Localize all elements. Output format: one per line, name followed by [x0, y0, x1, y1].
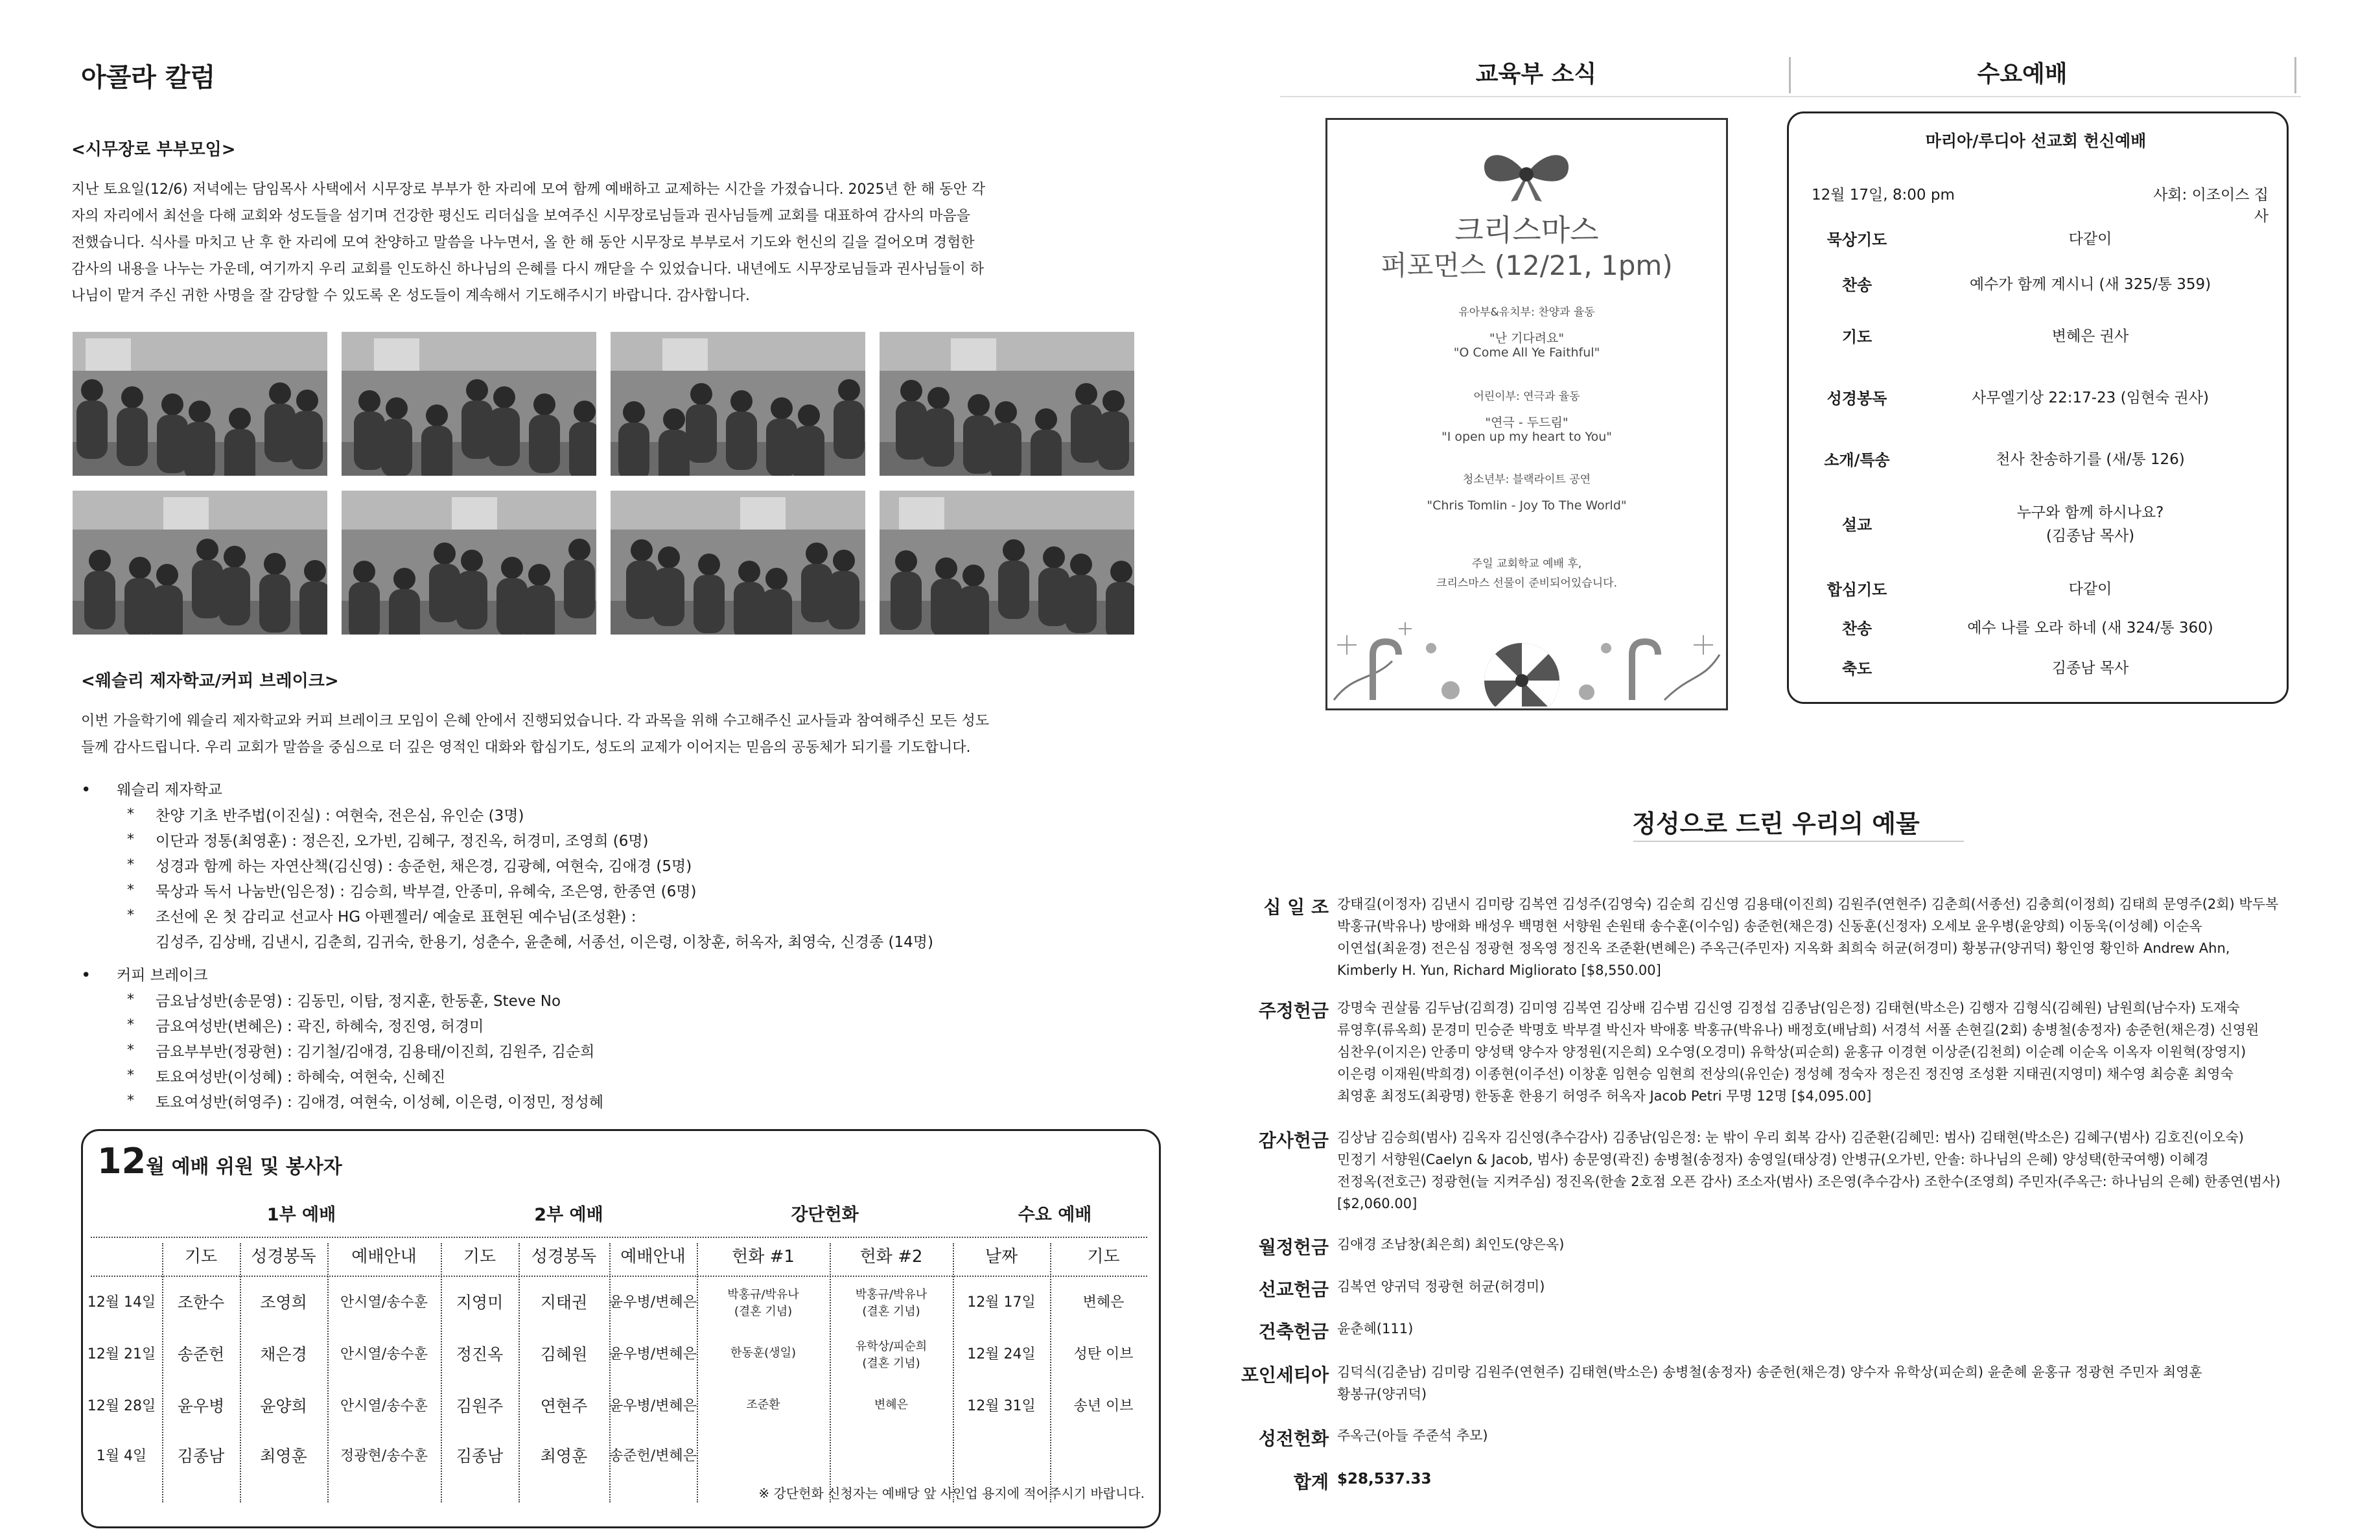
schedule-column-header: 기도	[463, 1247, 496, 1266]
poster-section2-item2: "I open up my heart to You"	[1441, 430, 1613, 444]
section1-line: 감사의 내용을 나누는 가운데, 여기까지 우리 교회를 인도하신 하나님의 은혜를 다시 깨닫을 수 있었습니다. 내년에도 시무장로님들과 권사님들이 하	[71, 261, 984, 277]
schedule-cell: (결혼 기념)	[862, 1305, 920, 1318]
schedule-cell: 1월 4일	[96, 1448, 147, 1464]
schedule-column-header: 기도	[184, 1247, 218, 1266]
poster-section1-song2: "O Come All Ye Faithful"	[1453, 345, 1600, 360]
schedule-cell: 채은경	[260, 1345, 307, 1364]
list-item: 토요여성반(허영주) : 김애경, 여현숙, 이성혜, 이은령, 이정민, 정성혜	[156, 1094, 604, 1111]
star-bullet-icon: *	[127, 1068, 134, 1084]
section1-heading: <시무장로 부부모임>	[71, 140, 236, 159]
sunday-offering-line: 최영훈 최정도(최광명) 한동훈 한용기 허영주 허옥자 Jacob Petri 무명 12명 [$4,095.00]	[1337, 1088, 1872, 1104]
schedule-cell: 윤우병/변혜은	[609, 1398, 697, 1414]
program-value: 다같이	[2068, 581, 2112, 598]
poster-title-line2: 퍼포먼스 (12/21, 1pm)	[1381, 250, 1673, 281]
schedule-column-divider	[1050, 1243, 1051, 1502]
section2-heading: <웨슬리 제자학교/커피 브레이크>	[81, 671, 339, 691]
schedule-group-header: 2부 예배	[534, 1205, 603, 1225]
mission-offering-list: 김복연 양귀덕 정광현 허균(허경미)	[1337, 1279, 1545, 1294]
column-title: 아콜라 칼럼	[81, 63, 216, 93]
poster-note1: 주일 교회학교 예배 후,	[1471, 557, 1582, 570]
program-value: 예수가 함께 계시니 (새 325/통 359)	[1969, 276, 2211, 293]
star-bullet-icon: *	[127, 907, 134, 924]
schedule-group-header: 1부 예배	[266, 1205, 336, 1225]
list-item: 조선에 온 첫 감리교 선교사 HG 아펜젤러/ 예술로 표현된 예수님(조성환) :	[156, 909, 636, 926]
offering-heading: 정성으로 드린 우리의 예물	[1632, 810, 1920, 838]
schedule-cell: 안시열/송수훈	[340, 1398, 428, 1414]
bow-icon	[1480, 146, 1574, 203]
schedule-divider	[91, 1276, 1147, 1277]
program-label: 찬송	[1841, 276, 1872, 294]
schedule-cell: 윤우병/변혜은	[609, 1346, 697, 1362]
schedule-cell: 김종남	[456, 1447, 504, 1465]
schedule-column-header: 예배안내	[620, 1247, 686, 1266]
total-label: 합계	[1293, 1471, 1329, 1493]
tithe-label: 십 일 조	[1263, 896, 1329, 918]
star-bullet-icon: *	[127, 1042, 134, 1058]
poinsettia-offering-label: 포인세티아	[1241, 1364, 1329, 1386]
section1-line: 나님이 맡겨 주신 귀한 사명을 잘 감당할 수 있도록 온 성도들이 계속해서 기도해주시기 바랍니다. 감사합니다.	[71, 288, 750, 304]
list-item: 묵상과 독서 나눔반(임은정) : 김승희, 박부결, 안종미, 유혜숙, 조은영, 한종연 (6명)	[156, 883, 697, 900]
section2-line: 들께 감사드립니다. 우리 교회가 말씀을 중심으로 더 깊은 영적인 대화와 합심기도, 성도의 교제가 이어지는 믿음의 공동체가 되기를 기도합니다.	[81, 740, 971, 756]
wednesday-date: 12월 17일, 8:00 pm	[1812, 187, 1955, 204]
schedule-cell: 김혜원	[540, 1345, 588, 1364]
schedule-cell: 변혜은	[874, 1398, 909, 1412]
bullet-icon: •	[81, 966, 91, 985]
schedule-cell: 조영희	[260, 1293, 307, 1312]
schedule-cell: 김종남	[177, 1447, 225, 1465]
thanks-offering-line: 전정옥(전호근) 정광현(늘 지켜주심) 정진옥(한솔 2호점 오픈 감사) 조소자(범사) 조은영(추수감사) 조한수(조영희) 주민자(주옥근: 하나님의 은혜) 한종연(범사)	[1337, 1174, 2281, 1189]
schedule-cell: 정광현/송수훈	[340, 1448, 428, 1464]
schedule-cell: 조한수	[177, 1293, 225, 1312]
program-label: 설교	[1841, 516, 1872, 534]
gathering-photo	[342, 332, 596, 476]
mission-offering-label: 선교헌금	[1258, 1279, 1329, 1300]
section1-line: 자의 자리에서 최선을 다해 교회와 성도들을 섬기며 건강한 평신도 리더십을 보여주신 시무장로님들과 권사님들께 교회를 대표하여 감사의 마음을	[71, 208, 971, 224]
schedule-cell: 박홍규/박유나	[727, 1288, 799, 1301]
schedule-cell: 윤우병	[177, 1397, 225, 1416]
schedule-column-header: 성경봉독	[531, 1247, 597, 1266]
program-value: 다같이	[2068, 231, 2112, 248]
schedule-cell: 정진옥	[456, 1345, 504, 1364]
program-label: 찬송	[1841, 620, 1872, 638]
section1-line: 지난 토요일(12/6) 저녁에는 담임목사 사택에서 시무장로 부부가 한 자리에 모여 함께 예배하고 교제하는 시간을 가졌습니다. 2025년 한 해 동안 각	[71, 181, 986, 198]
tab-education: 교육부 소식	[1475, 61, 1597, 88]
poster-section3-item: "Chris Tomlin - Joy To The World"	[1427, 498, 1627, 513]
thanks-offering-line: 민정기 서향원(Caelyn & Jacob, 범사) 송문영(곽진) 송병철(송정자) 송영일(태상경) 안병규(오가빈, 안솔: 하나님의 은혜) 양성택(한국여행) 이혜경	[1337, 1152, 2209, 1167]
program-label: 묵상기도	[1826, 231, 1887, 249]
gathering-photo	[73, 491, 327, 635]
gathering-photo	[611, 332, 865, 476]
offering-underline	[1633, 841, 1964, 842]
schedule-cell: 12월 28일	[87, 1398, 156, 1414]
sunday-offering-line: 강명숙 권살룸 김두남(김희경) 김미영 김복연 김상배 김수범 김신영 김정섭 김종남(임은정) 김태현(박소은) 김행자 김형식(김혜원) 남원희(남수자) 도재숙	[1337, 1000, 2240, 1016]
building-offering-list: 윤춘혜(111)	[1337, 1321, 1414, 1336]
list-item: 토요여성반(이성혜) : 하혜숙, 여현숙, 신혜진	[156, 1069, 446, 1086]
schedule-cell: 12월 17일	[967, 1294, 1036, 1311]
tab-wednesday: 수요예배	[1977, 61, 2068, 88]
schedule-cell: 송준헌/변혜은	[609, 1448, 697, 1464]
program-value: 천사 찬송하기를 (새/통 126)	[1996, 451, 2185, 468]
section1-line: 전했습니다. 식사를 마치고 난 후 한 자리에 모여 찬양하고 말씀을 나누면서, 올 한 해 동안 시무장로 부부로서 기도와 헌신의 길을 걸어오며 경험한	[71, 235, 975, 251]
christmas-poster	[1325, 118, 1728, 710]
thanks-offering-label: 감사헌금	[1258, 1130, 1329, 1151]
total-amount: $28,537.33	[1337, 1471, 1432, 1488]
gathering-photo	[342, 491, 596, 635]
program-value-detail: (김종남 목사)	[2046, 528, 2135, 544]
schedule-cell: 유학상/피순희	[855, 1340, 928, 1353]
program-value: 김종남 목사	[2051, 660, 2129, 677]
schedule-cell: 연현주	[540, 1397, 588, 1416]
schedule-cell: 송준헌	[177, 1345, 225, 1364]
tab-divider	[1789, 57, 1791, 93]
building-offering-label: 건축헌금	[1258, 1321, 1329, 1342]
schedule-cell: 지태권	[540, 1293, 588, 1312]
wednesday-presider: 사회: 이조이스 집사	[2153, 187, 2269, 225]
list-item: 성경과 함께 하는 자연산책(김신영) : 송준헌, 채은경, 김광혜, 여현숙, 김애경 (5명)	[156, 858, 692, 875]
schedule-column-divider	[697, 1243, 698, 1502]
schedule-group-header: 강단헌화	[791, 1205, 859, 1225]
bullet-icon: •	[81, 780, 91, 800]
schedule-title-text: 월 예배 위원 및 봉사자	[146, 1156, 342, 1178]
schedule-cell: 성탄 이브	[1073, 1346, 1134, 1362]
schedule-cell: (결혼 기념)	[734, 1305, 793, 1318]
list-item: 금요여성반(변혜은) : 곽진, 하혜숙, 정진영, 허경미	[156, 1018, 484, 1035]
poster-section2: 어린이부: 연극과 율동	[1473, 390, 1580, 403]
program-label: 기도	[1841, 328, 1872, 346]
schedule-cell: 한동훈(생일)	[730, 1346, 796, 1360]
list-item: 김성주, 김상배, 김낸시, 김춘희, 김귀숙, 한용기, 성춘수, 윤춘혜, 서종선, 이은령, 이창훈, 허옥자, 최영숙, 신경종 (14명)	[156, 934, 933, 951]
star-bullet-icon: *	[127, 1093, 134, 1109]
wednesday-title: 마리아/루디아 선교회 헌신예배	[1925, 132, 2147, 150]
program-label: 합심기도	[1826, 581, 1887, 599]
schedule-cell: 최영훈	[540, 1447, 588, 1465]
section2-body	[81, 708, 1170, 761]
thanks-offering-list	[1337, 1126, 2309, 1215]
tab-underline	[1280, 96, 2301, 97]
star-bullet-icon: *	[127, 992, 134, 1008]
program-label: 성경봉독	[1826, 390, 1887, 408]
poster-section2-item1: "연극 - 두드림"	[1485, 415, 1569, 430]
schedule-column-divider	[953, 1243, 954, 1502]
schedule-cell: (결혼 기념)	[862, 1357, 920, 1370]
list-item: 찬양 기초 반주법(이진실) : 여현숙, 전은심, 유인순 (3명)	[156, 808, 524, 824]
star-bullet-icon: *	[127, 806, 134, 822]
tithe-line: 강태길(이정자) 김낸시 김미랑 김복연 김성주(김영숙) 김순희 김신영 김용태(이진희) 김원주(연현주) 김춘희(서종선) 김충희(이정희) 김태희 문영주(2회) 박두복	[1337, 896, 2279, 912]
tithe-line: Kimberly H. Yun, Richard Migliorato [$8,550.00]	[1337, 962, 1661, 978]
schedule-box	[81, 1129, 1161, 1528]
candy-decoration-icon	[1327, 609, 1726, 706]
schedule-cell: 조준환	[746, 1398, 780, 1412]
schedule-column-header: 성경봉독	[251, 1247, 316, 1266]
poinsettia-line: 김덕식(김춘남) 김미랑 김원주(연현주) 김태현(박소은) 송병철(송정자) 송준헌(채은경) 양수자 유학상(피순희) 윤춘혜 윤홍규 정광현 주민자 최영훈	[1337, 1364, 2202, 1380]
poinsettia-offering-list	[1337, 1361, 2309, 1405]
schedule-column-header: 헌화 #2	[859, 1247, 923, 1266]
program-value: 사무엘기상 22:17-23 (임현숙 권사)	[1972, 390, 2209, 406]
section1-body	[71, 176, 1160, 309]
tithe-line: 이연섭(최윤경) 전은심 정광현 정옥영 정진옥 조준환(변혜은) 주옥근(주민자) 지옥화 최희숙 허균(허경미) 황봉규(양귀덕) 황인영 황인하 Andrew Ahn,	[1337, 940, 2230, 956]
schedule-cell: 김원주	[456, 1397, 504, 1416]
program-value: 변혜은 권사	[2051, 328, 2129, 345]
schedule-cell: 변혜은	[1082, 1294, 1125, 1311]
flower-offering-list: 주옥근(아들 주준석 추모)	[1337, 1428, 1488, 1443]
schedule-group-header: 수요 예배	[1018, 1205, 1092, 1225]
list-item: 금요남성반(송문영) : 김동민, 이탐, 정지훈, 한동훈, Steve No	[156, 993, 561, 1010]
thanks-offering-line: 김상남 김승희(범사) 김옥자 김신영(추수감사) 김종남(임은정: 눈 밖이 우리 회복 감사) 김준환(김혜민: 범사) 김태현(박소은) 김혜구(범사) 김호진(이오숙)	[1337, 1130, 2244, 1145]
tithe-list	[1337, 893, 2309, 981]
schedule-cell: 박홍규/박유나	[855, 1288, 928, 1301]
star-bullet-icon: *	[127, 832, 134, 848]
schedule-cell: 윤양희	[260, 1397, 307, 1416]
list-item: 이단과 정통(최영훈) : 정은진, 오가빈, 김혜구, 정진옥, 허경미, 조영희 (6명)	[156, 833, 649, 850]
poster-section1: 유아부&유치부: 찬양과 율동	[1458, 306, 1595, 319]
schedule-column-header: 예배안내	[351, 1247, 417, 1266]
gathering-photo	[880, 332, 1134, 476]
schedule-column-header: 날짜	[985, 1247, 1018, 1266]
sunday-offering-line: 이은령 이재원(박희경) 이종현(이주선) 이창훈 임현승 임현희 전상의(유인순) 정성혜 정숙자 정은진 정진영 조성환 지태권(지영미) 채수영 최승훈 최영숙	[1337, 1066, 2234, 1082]
schedule-divider	[91, 1237, 1147, 1238]
gathering-photo	[611, 491, 865, 635]
schedule-cell: 12월 14일	[87, 1294, 156, 1311]
program-label: 축도	[1841, 660, 1872, 678]
sunday-offering-label: 주정헌금	[1258, 1000, 1329, 1021]
monthly-offering-list: 김애경 조남창(최은희) 최인도(양은옥)	[1337, 1237, 1565, 1252]
star-bullet-icon: *	[127, 882, 134, 898]
poster-section1-song1: "난 기다려요"	[1489, 331, 1565, 345]
schedule-cell: 송년 이브	[1073, 1398, 1134, 1414]
schedule-cell: 지영미	[456, 1293, 504, 1312]
program-value: 예수 나를 오라 하네 (새 324/통 360)	[1967, 620, 2213, 636]
program-value: 누구와 함께 하시나요?	[2016, 504, 2164, 521]
poster-title-line1: 크리스마스	[1454, 213, 1599, 248]
schedule-note: ※ 강단헌화 신청자는 예배당 앞 사인업 용지에 적어주시기 바랍니다.	[758, 1486, 1145, 1501]
monthly-offering-label: 월정헌금	[1258, 1237, 1329, 1258]
gathering-photo	[73, 332, 327, 476]
poster-section3: 청소년부: 블랙라이트 공연	[1462, 473, 1591, 486]
schedule-cell: 12월 31일	[967, 1398, 1036, 1414]
sunday-offering-line: 류영후(류옥희) 문경미 민승준 박명호 박부결 박신자 박애홍 박홍규(박유나) 배정호(배남희) 서경석 서폴 손현길(2회) 송병철(송정자) 송준헌(채은경) 신영원	[1337, 1022, 2259, 1038]
group1-title: 웨슬리 제자학교	[117, 782, 222, 799]
poinsettia-line: 황봉규(양귀덕)	[1337, 1386, 1427, 1402]
schedule-column-divider	[830, 1243, 831, 1502]
schedule-title-number: 12	[97, 1141, 146, 1182]
schedule-cell: 최영훈	[260, 1447, 307, 1465]
schedule-cell: 윤우병/변혜은	[609, 1294, 697, 1311]
schedule-column-header: 기도	[1087, 1247, 1120, 1266]
sunday-offering-line: 심찬우(이지은) 안종미 양성택 양수자 양정원(지은희) 오수영(오경미) 유학상(피순희) 윤홍규 이경현 이상준(김천희) 이순례 이순옥 이옥자 이원혁(장영지)	[1337, 1044, 2246, 1060]
thanks-offering-line: [$2,060.00]	[1337, 1196, 1418, 1211]
schedule-cell: 12월 24일	[967, 1346, 1036, 1362]
star-bullet-icon: *	[127, 1017, 134, 1033]
tithe-line: 박홍규(박유나) 방애화 배성우 백명현 서향원 손원태 송수훈(이수임) 송준헌(채은경) 신동훈(신정자) 오세보 윤우병(윤양희) 이동욱(이성혜) 이순옥	[1337, 918, 2202, 934]
schedule-title	[97, 1141, 342, 1182]
flower-offering-label: 성전헌화	[1258, 1428, 1329, 1449]
schedule-column-header: 헌화 #1	[732, 1247, 795, 1266]
star-bullet-icon: *	[127, 857, 134, 873]
schedule-cell: 안시열/송수훈	[340, 1346, 428, 1362]
schedule-cell: 안시열/송수훈	[340, 1294, 428, 1311]
schedule-cell: 12월 21일	[87, 1346, 156, 1362]
group2-title: 커피 브레이크	[117, 967, 208, 984]
program-label: 소개/특송	[1824, 451, 1890, 469]
gathering-photo	[880, 491, 1134, 635]
poster-note2: 크리스마스 선물이 준비되어있습니다.	[1436, 577, 1617, 590]
section2-line: 이번 가을학기에 웨슬리 제자학교와 커피 브레이크 모임이 은혜 안에서 진행되었습니다. 각 과목을 위해 수고해주신 교사들과 참여해주신 모든 성도	[81, 713, 990, 729]
sunday-offering-list	[1337, 997, 2309, 1107]
tab-divider	[2294, 57, 2296, 93]
list-item: 금요부부반(정광현) : 김기철/김애경, 김용태/이진희, 김원주, 김순희	[156, 1044, 595, 1060]
